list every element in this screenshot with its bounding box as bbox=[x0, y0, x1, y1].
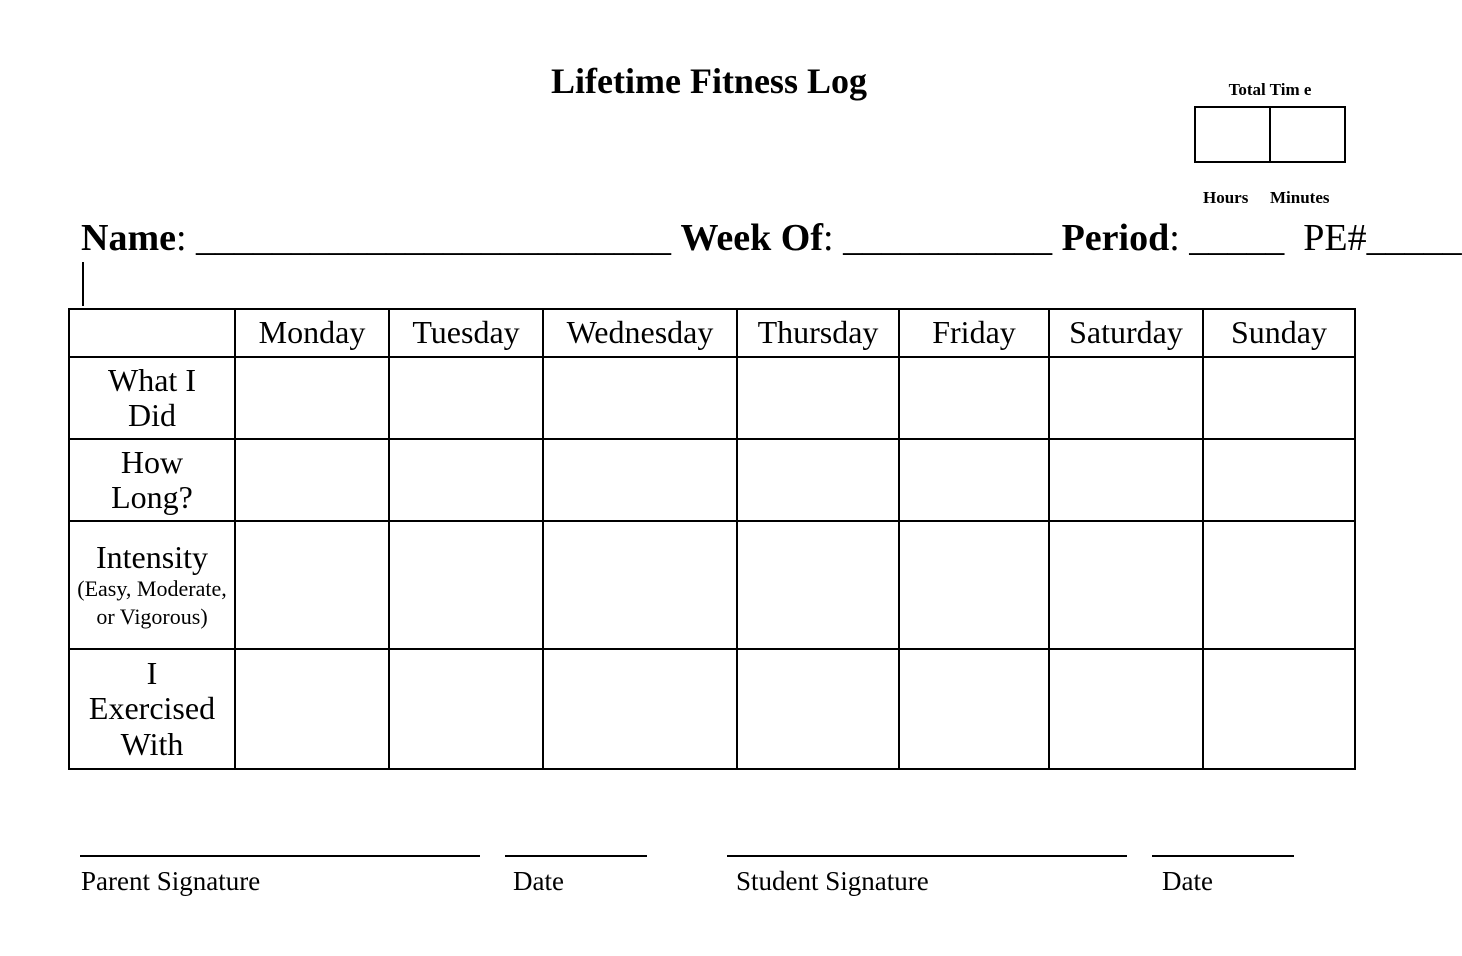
table-row bbox=[69, 649, 1355, 769]
entry-cell[interactable] bbox=[543, 649, 737, 769]
name-label: Name bbox=[81, 217, 176, 259]
row-label-line: How bbox=[120, 443, 184, 480]
fitness-log-table bbox=[68, 308, 1356, 770]
week-of-label: Week Of bbox=[680, 217, 824, 259]
day-header-monday: Monday bbox=[235, 309, 389, 357]
entry-cell[interactable] bbox=[235, 521, 389, 649]
entry-cell[interactable] bbox=[1203, 521, 1355, 649]
entry-cell[interactable] bbox=[235, 439, 389, 521]
parent-signature-line[interactable] bbox=[80, 855, 480, 857]
table-row bbox=[69, 357, 1355, 439]
entry-cell[interactable] bbox=[1203, 439, 1355, 521]
row-label-line: What I bbox=[108, 361, 196, 398]
entry-cell[interactable] bbox=[235, 357, 389, 439]
entry-cell[interactable] bbox=[899, 357, 1049, 439]
entry-cell[interactable] bbox=[1049, 439, 1203, 521]
entry-cell[interactable] bbox=[899, 521, 1049, 649]
student-signature-label: Student Signature bbox=[736, 866, 929, 896]
minutes-label: Minutes bbox=[1270, 188, 1330, 207]
row-label-what-i-did bbox=[69, 357, 235, 439]
row-label-line: Did bbox=[128, 397, 176, 433]
hours-box[interactable] bbox=[1196, 108, 1269, 161]
student-info-line bbox=[81, 216, 1462, 260]
row-label-line: Intensity bbox=[96, 538, 208, 575]
entry-cell[interactable] bbox=[1049, 649, 1203, 769]
entry-cell[interactable] bbox=[389, 649, 543, 769]
entry-cell[interactable] bbox=[389, 521, 543, 649]
entry-cell[interactable] bbox=[389, 439, 543, 521]
row-label-line: I bbox=[146, 655, 158, 692]
corner-cell bbox=[69, 309, 235, 357]
entry-cell[interactable] bbox=[235, 649, 389, 769]
period-label: Period bbox=[1061, 217, 1170, 259]
pe-number-label: PE# bbox=[1303, 217, 1367, 259]
minutes-box[interactable] bbox=[1269, 108, 1344, 161]
entry-cell[interactable] bbox=[1049, 357, 1203, 439]
name-colon: : bbox=[175, 217, 187, 259]
parent-date-label: Date bbox=[513, 866, 564, 896]
total-time-boxes bbox=[1194, 106, 1346, 163]
parent-signature-label: Parent Signature bbox=[81, 866, 261, 896]
table-header-row bbox=[69, 309, 1355, 357]
day-header-sunday: Sunday bbox=[1203, 309, 1355, 357]
entry-cell[interactable] bbox=[737, 649, 899, 769]
entry-cell[interactable] bbox=[543, 439, 737, 521]
week-of-field[interactable]: ___________ bbox=[843, 217, 1053, 259]
week-colon: : bbox=[823, 217, 834, 259]
entry-cell[interactable] bbox=[389, 357, 543, 439]
student-date-label: Date bbox=[1162, 866, 1213, 896]
period-field[interactable]: _____ bbox=[1189, 217, 1285, 259]
period-colon: : bbox=[1169, 217, 1180, 259]
student-signature-line[interactable] bbox=[727, 855, 1127, 857]
entry-cell[interactable] bbox=[737, 439, 899, 521]
entry-cell[interactable] bbox=[1203, 357, 1355, 439]
entry-cell[interactable] bbox=[1203, 649, 1355, 769]
entry-cell[interactable] bbox=[899, 649, 1049, 769]
row-label-how-long bbox=[69, 439, 235, 521]
pe-number-field[interactable]: _____ bbox=[1366, 217, 1462, 259]
student-date-line[interactable] bbox=[1152, 855, 1294, 857]
row-label-subtext: (Easy, Moderate, or Vigorous) bbox=[77, 576, 227, 629]
total-time-label: Total Tim e bbox=[1228, 80, 1312, 99]
entry-cell[interactable] bbox=[737, 521, 899, 649]
table-row bbox=[69, 521, 1355, 649]
entry-cell[interactable] bbox=[543, 521, 737, 649]
row-label-line: Exercised With bbox=[88, 690, 216, 762]
row-label-intensity bbox=[69, 521, 235, 649]
entry-cell[interactable] bbox=[737, 357, 899, 439]
text-cursor bbox=[82, 262, 84, 306]
parent-date-line[interactable] bbox=[505, 855, 647, 857]
day-header-thursday: Thursday bbox=[737, 309, 899, 357]
hours-label: Hours bbox=[1203, 188, 1249, 207]
table-row bbox=[69, 439, 1355, 521]
day-header-saturday: Saturday bbox=[1049, 309, 1203, 357]
row-label-exercised-with bbox=[69, 649, 235, 769]
entry-cell[interactable] bbox=[899, 439, 1049, 521]
entry-cell[interactable] bbox=[1049, 521, 1203, 649]
day-header-wednesday: Wednesday bbox=[543, 309, 737, 357]
entry-cell[interactable] bbox=[543, 357, 737, 439]
day-header-friday: Friday bbox=[899, 309, 1049, 357]
day-header-tuesday: Tuesday bbox=[389, 309, 543, 357]
page-title: Lifetime Fitness Log bbox=[551, 61, 867, 101]
row-label-line: Long? bbox=[111, 479, 193, 515]
name-field[interactable]: _________________________ bbox=[196, 217, 672, 259]
